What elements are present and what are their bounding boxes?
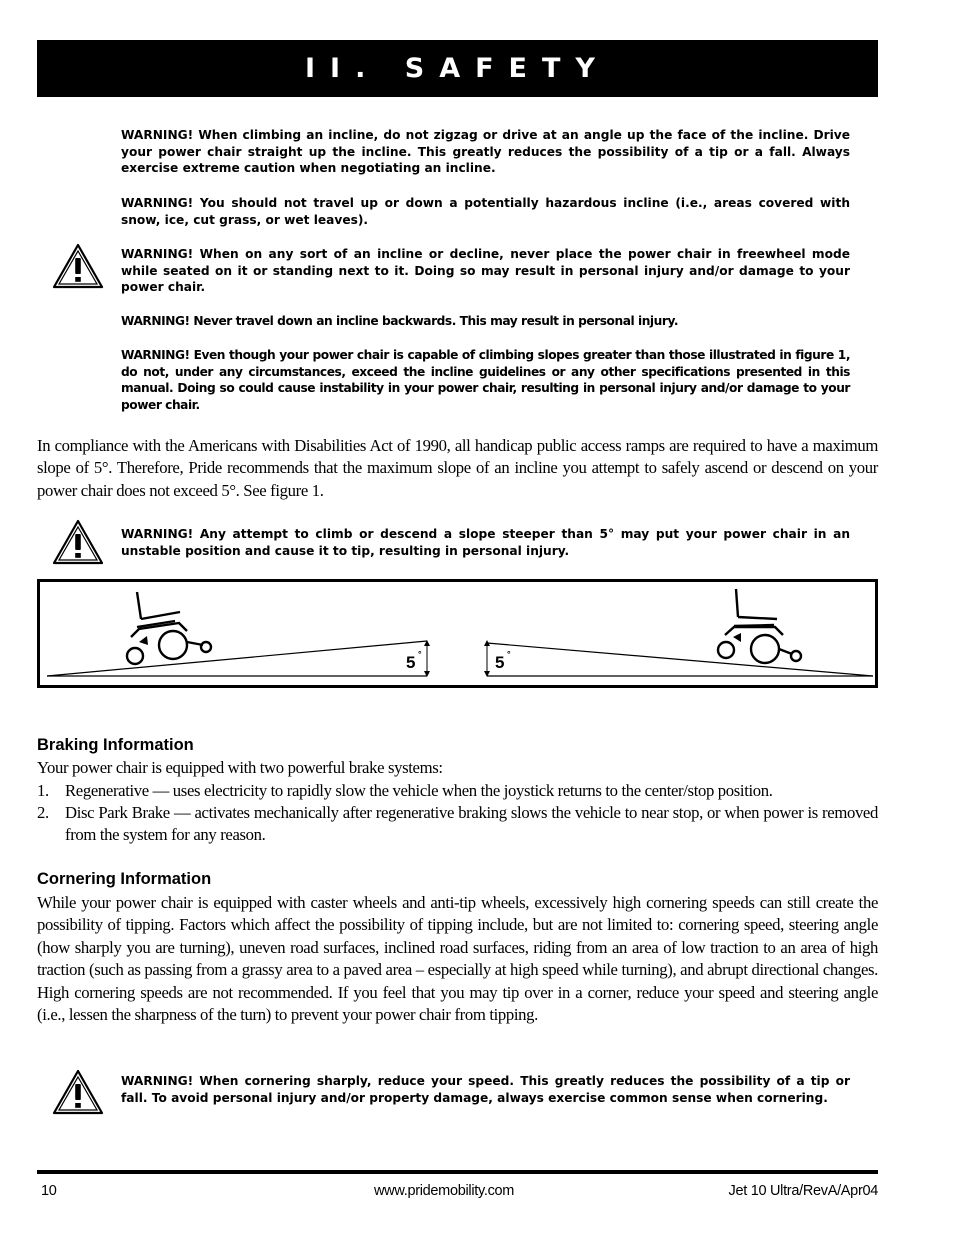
section-title: II. SAFETY [305, 53, 610, 84]
warning-exceed-guidelines: WARNING! Even though your power chair is capable of climbing slopes greater than those illustrated in figure 1, do not, under any circumstances, exceed the incline guidelines or any other specifications presented in this manual. Doing so could cause instability in your power chair, resulting in personal injury and/or damage to your power chair. [121, 348, 850, 412]
ada-compliance-paragraph: In compliance with the Americans with Disabilities Act of 1990, all handicap public access ramps are required to have a maximum slope of 5°. Therefore, Pride recommends that the maximum slope of an incline you attempt to safely ascend or descend on your power chair does not exceed 5°. See figure 1. [37, 436, 878, 500]
warning-triangle-icon [52, 1069, 104, 1115]
section-title-bar [37, 40, 878, 97]
warning-slope-steeper: WARNING! Any attempt to climb or descend a slope steeper than 5° may put your power chair in an unstable position and cause it to tip, resulting in personal injury. [121, 527, 850, 558]
cornering-paragraph: While your power chair is equipped with caster wheels and anti-tip wheels, excessively high cornering speeds can still create the possibility of tipping. Factors which affect the possibility of tipping include, but are not limited to: cornering speed, steering angle (how sharply you are turning), uneven road surfaces, inclined road surfaces, riding from an area of low traction to an area of high traction (such as passing from a grassy area to a paved area – especially at high speed while turning), and abrupt directional changes. High cornering speeds are not recommended. If you feel that you may tip over in a corner, reduce your speed and steering angle (i.e., lessen the sharpness of the turn) to prevent your power chair from tipping. [37, 893, 878, 1025]
list-item-text: Regenerative — uses electricity to rapidly slow the vehicle when the joystick returns to the center/stop position. [65, 781, 773, 800]
list-item [37, 802, 878, 847]
right-angle-value: 5 [495, 653, 505, 672]
list-item-number: 2. [37, 803, 49, 822]
left-angle-value: 5 [406, 653, 416, 672]
footer-website: www.pridemobility.com [374, 1183, 515, 1199]
list-item [37, 780, 878, 802]
warning-triangle-icon [52, 519, 104, 565]
footer-rule [37, 1170, 878, 1174]
cornering-heading: Cornering Information [37, 870, 212, 888]
list-item-number: 1. [37, 781, 49, 800]
warning-hazardous-incline: WARNING! You should not travel up or down a potentially hazardous incline (i.e., areas covered with snow, ice, cut grass, or wet leaves). [121, 196, 850, 227]
warning-backwards: WARNING! Never travel down an incline backwards. This may result in personal injury. [121, 314, 679, 328]
page-number: 10 [41, 1183, 57, 1199]
braking-intro: Your power chair is equipped with two powerful brake systems: [37, 758, 443, 777]
list-item-text: Disc Park Brake — activates mechanically after regenerative braking slows the vehicle to near stop, or when power is removed from the system for any reason. [65, 803, 878, 845]
incline-figure [37, 579, 878, 688]
right-angle-degree: ° [507, 649, 511, 659]
braking-heading: Braking Information [37, 736, 194, 754]
warning-triangle-icon [52, 243, 104, 289]
warning-incline-zigzag: WARNING! When climbing an incline, do not zigzag or drive at an angle up the face of the incline. Drive your power chair straight up the incline. This greatly reduces the possibility of a tip or a fall. Always exercise extreme caution when negotiating an incline. [121, 128, 850, 176]
warning-freewheel-mode: WARNING! When on any sort of an incline or decline, never place the power chair in freewheel mode while seated on it or standing next to it. Doing so may result in personal injury and/or damage to your power chair. [121, 247, 850, 295]
warning-cornering: WARNING! When cornering sharply, reduce your speed. This greatly reduces the possibility of a tip or fall. To avoid personal injury and/or property damage, always exercise common sense when cornering. [121, 1074, 850, 1105]
footer-doc-id: Jet 10 Ultra/RevA/Apr04 [728, 1183, 878, 1199]
left-angle-degree: ° [418, 649, 422, 659]
